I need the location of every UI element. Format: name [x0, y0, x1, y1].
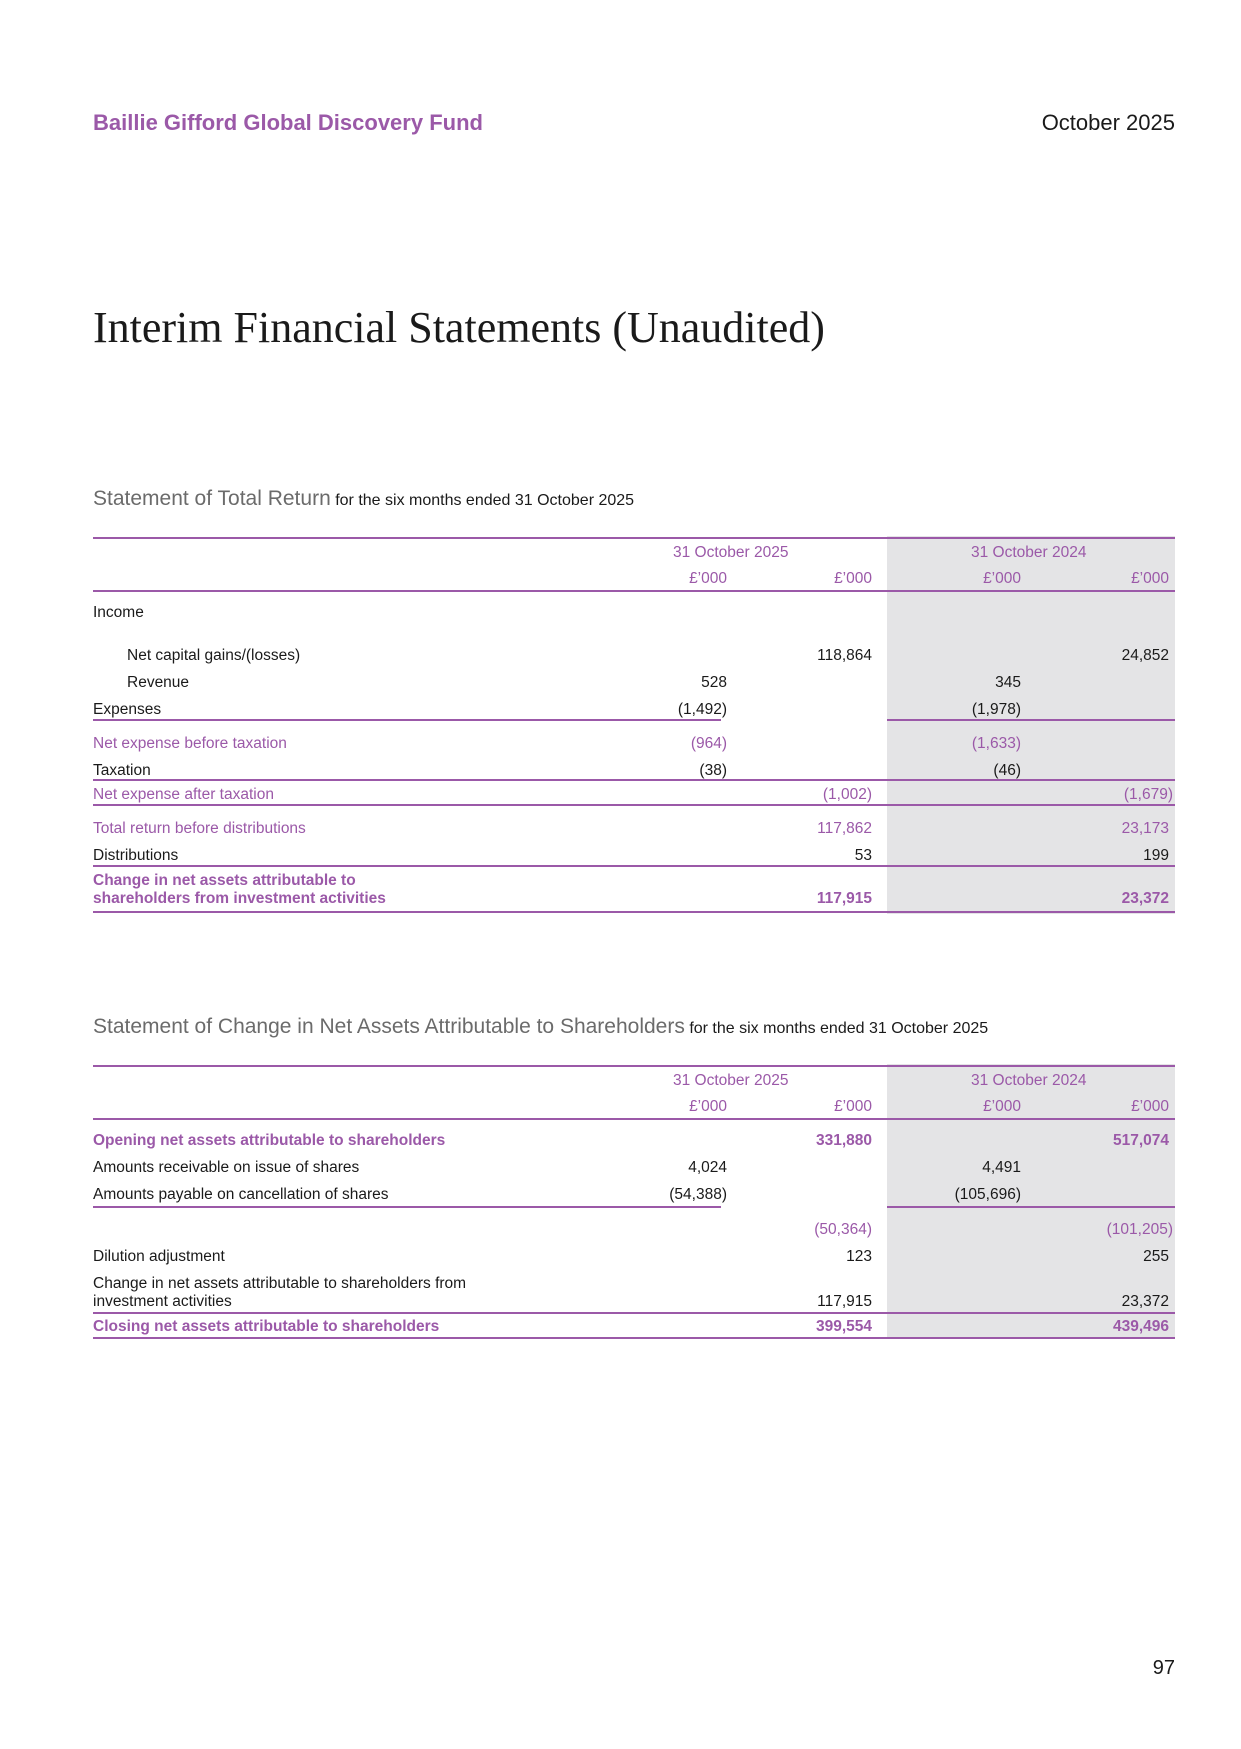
rule: [93, 1206, 721, 1208]
value: 399,554: [815, 1318, 872, 1335]
value: (38): [699, 762, 727, 779]
value: 4,024: [688, 1159, 727, 1176]
row-label: shareholders from investment activities: [93, 890, 386, 907]
rule: [93, 719, 721, 721]
row-label: Expenses: [93, 701, 162, 718]
value: 199: [1143, 847, 1169, 864]
page-title: Interim Financial Statements (Unaudited): [93, 303, 825, 352]
row-label: Amounts payable on cancellation of shares: [93, 1186, 389, 1203]
value: 439,496: [1112, 1318, 1169, 1335]
row-label: Income: [93, 604, 144, 621]
value: 345: [995, 674, 1021, 691]
str-heading-sub: for the six months ended 31 October 2025: [335, 492, 635, 509]
rule: [93, 1337, 1175, 1339]
value: (50,364): [814, 1221, 872, 1238]
row-label: Dilution adjustment: [93, 1248, 225, 1265]
row-label: Opening net assets attributable to shareholders: [93, 1132, 446, 1149]
rule: [93, 911, 1175, 913]
statement-total-return-table: [93, 536, 1175, 916]
rule: [887, 1206, 1175, 1208]
value: 117,915: [817, 1293, 872, 1310]
value: (46): [993, 762, 1021, 779]
row-label: Taxation: [93, 762, 151, 779]
rule: [93, 1065, 1175, 1067]
rule: [887, 719, 1175, 721]
rule: [93, 865, 1175, 867]
value: 123: [846, 1248, 872, 1265]
unit-p1: £’000: [983, 570, 1021, 587]
value: 331,880: [815, 1132, 872, 1149]
unit-p1: £’000: [983, 1098, 1021, 1115]
value: (1,492): [677, 701, 727, 718]
row-label: investment activities: [93, 1293, 232, 1310]
value: 23,372: [1121, 1293, 1169, 1310]
unit-p2: £’000: [1131, 1098, 1169, 1115]
scna-heading-lead: Statement of Change in Net Assets Attributable to Shareholders: [93, 1015, 685, 1038]
value: (1,633): [971, 735, 1021, 752]
prior-period-shade: [887, 536, 1175, 914]
rule: [93, 1312, 1175, 1314]
row-label: Net capital gains/(losses): [127, 647, 301, 664]
row-label: Amounts receivable on issue of shares: [93, 1159, 360, 1176]
value: 117,862: [817, 820, 872, 837]
value: (54,388): [669, 1186, 727, 1203]
unit-c1: £’000: [689, 570, 727, 587]
period-current: 31 October 2025: [673, 1072, 789, 1089]
value: (105,696): [954, 1186, 1021, 1203]
value: 53: [854, 847, 872, 864]
scna-heading-sub: for the six months ended 31 October 2025: [689, 1020, 989, 1037]
unit-c2: £’000: [834, 1098, 872, 1115]
row-label: Change in net assets attributable to shareholders from: [93, 1275, 467, 1292]
value: 23,173: [1121, 820, 1169, 837]
rule: [93, 804, 1175, 806]
period-prior: 31 October 2024: [971, 1072, 1087, 1089]
row-label: Revenue: [127, 674, 190, 691]
value: (1,978): [971, 701, 1021, 718]
value: 4,491: [982, 1159, 1021, 1176]
value: 528: [701, 674, 727, 691]
str-heading: [93, 487, 634, 511]
rule: [93, 590, 1175, 592]
value: 117,915: [816, 890, 872, 907]
value: 255: [1143, 1248, 1169, 1265]
value: 23,372: [1121, 890, 1169, 907]
row-label: Net expense before taxation: [93, 735, 287, 752]
unit-p2: £’000: [1131, 570, 1169, 587]
value: (964): [690, 735, 727, 752]
unit-c1: £’000: [689, 1098, 727, 1115]
scna-heading: [93, 1015, 988, 1039]
statement-change-net-assets-table: [93, 1064, 1175, 1344]
period-current: 31 October 2025: [673, 544, 789, 561]
value: 24,852: [1121, 647, 1169, 664]
row-label: Total return before distributions: [93, 820, 306, 837]
rule: [93, 537, 1175, 539]
page-number: 97: [1152, 1657, 1175, 1679]
row-label: Closing net assets attributable to shareholders: [93, 1318, 440, 1335]
row-label: Net expense after taxation: [93, 786, 274, 803]
str-heading-lead: Statement of Total Return: [93, 487, 331, 510]
value: 118,864: [817, 647, 872, 664]
value: (101,205): [1106, 1221, 1173, 1238]
rule: [93, 779, 1175, 781]
unit-c2: £’000: [834, 570, 872, 587]
value: (1,679): [1123, 786, 1173, 803]
value: (1,002): [822, 786, 872, 803]
rule: [93, 1118, 1175, 1120]
value: 517,074: [1112, 1132, 1169, 1149]
fund-name: Baillie Gifford Global Discovery Fund: [93, 110, 483, 135]
period-prior: 31 October 2024: [971, 544, 1087, 561]
row-label: Distributions: [93, 847, 179, 864]
row-label: Change in net assets attributable to: [93, 872, 356, 889]
report-date: October 2025: [1041, 110, 1175, 135]
